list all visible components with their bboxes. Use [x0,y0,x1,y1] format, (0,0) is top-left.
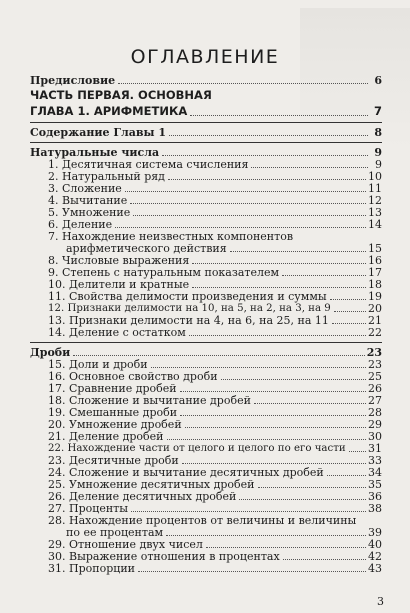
dot-leader [125,191,366,192]
dot-leader [167,439,366,440]
entry-text: 22. Нахождение части от целого и целого по его части [48,443,346,454]
toc-chapter-heading [30,103,382,119]
dot-leader [206,547,366,548]
page-title: ОГЛАВЛЕНИЕ [130,46,280,68]
entry-page: 23 [368,358,382,371]
entry-page: 12 [368,194,382,207]
entry-page: 29 [368,418,382,431]
dot-leader [133,215,366,216]
entry-text: 7. Нахождение неизвестных компонентов [48,230,294,243]
page-number: 3 [377,595,384,608]
dot-leader [180,391,366,392]
entry-page: 11 [368,182,382,195]
table-of-contents [30,75,382,575]
entry-page: 26 [368,382,382,395]
entry-text: ГЛАВА 1. АРИФМЕТИКА [30,104,188,118]
dot-leader [185,427,366,428]
dot-leader [182,463,366,464]
entry-page: 19 [368,290,382,303]
entry-text: 18. Сложение и вычитание дробей [48,394,251,407]
entry-page: 14 [368,218,382,231]
entry-page: 43 [368,562,382,575]
dot-leader [115,227,366,228]
entry-text: 4. Вычитание [48,194,128,207]
entry-text: 20. Умножение дробей [48,418,182,431]
entry-text: 16. Основное свойство дроби [48,370,218,383]
entry-text: 8. Числовые выражения [48,254,190,267]
entry-text: 17. Сравнение дробей [48,382,177,395]
entry-text: Предисловие [30,74,116,87]
toc-entry [30,291,382,303]
entry-text: 11. Свойства делимости произведения и суммы [48,290,327,303]
entry-page: 17 [368,266,382,279]
entry-text: 2. Натуральный ряд [48,170,165,183]
toc-entry [30,327,382,339]
dot-leader [162,155,368,156]
entry-text: Натуральные числа [30,146,160,159]
entry-page: 22 [368,326,382,339]
entry-page: 25 [368,370,382,383]
entry-page: 23 [366,346,382,359]
dot-leader [189,335,366,336]
entry-page: 42 [368,550,382,563]
entry-text: 5. Умножение [48,206,131,219]
entry-page: 36 [368,490,382,503]
entry-page: 34 [368,466,382,479]
entry-text: 10. Делители и кратные [48,278,190,291]
dot-leader [332,323,366,324]
entry-page: 13 [368,206,382,219]
toc-entry-contents [30,127,382,139]
entry-text: арифметического действия [66,242,227,255]
dot-leader [251,167,368,168]
dot-leader [190,115,368,116]
entry-text: 28. Нахождение процентов от величины и величины [48,514,357,527]
entry-page: 9 [375,158,382,171]
entry-text: 21. Деление дробей [48,430,164,443]
toc-part-heading [30,87,382,103]
entry-page: 35 [368,478,382,491]
dot-leader [283,559,366,560]
dot-leader [221,379,366,380]
dot-leader [166,535,366,536]
entry-page: 30 [368,430,382,443]
entry-text: 30. Выражение отношения в процентах [48,550,280,563]
divider-rule [30,122,382,123]
dot-leader [258,487,366,488]
entry-page: 15 [368,242,382,255]
entry-text: Содержание Главы 1 [30,126,167,139]
entry-text: 27. Проценты [48,502,129,515]
entry-text: 1. Десятичная система счисления [48,158,249,171]
entry-text: 23. Десятичные дроби [48,454,179,467]
entry-page: 21 [368,314,382,327]
dot-leader [131,511,366,512]
entry-page: 16 [368,254,382,267]
entry-text: 29. Отношение двух чисел [48,538,203,551]
toc-entry-preface [30,75,382,87]
entry-page: 28 [368,406,382,419]
entry-page: 39 [368,526,382,539]
entry-page: 10 [368,170,382,183]
entry-text: 25. Умножение десятичных дробей [48,478,255,491]
divider-rule [30,142,382,143]
entry-text: 3. Сложение [48,182,122,195]
dot-leader [192,263,366,264]
entry-page: 6 [374,74,382,87]
dot-leader [254,403,366,404]
dot-leader [130,203,366,204]
entry-page: 8 [374,126,382,139]
dot-leader [334,311,366,312]
dot-leader [169,135,368,136]
entry-page: 38 [368,502,382,515]
entry-text: по ее процентам [66,526,164,539]
entry-text: ЧАСТЬ ПЕРВАЯ. ОСНОВНАЯ [30,88,212,102]
entry-text: 15. Доли и дроби [48,358,148,371]
dot-leader [239,499,366,500]
entry-text: 19. Смешанные дроби [48,406,178,419]
entry-text: 31. Пропорции [48,562,135,575]
dot-leader [282,275,366,276]
entry-page: 27 [368,394,382,407]
entry-text: Дроби [30,346,71,359]
entry-text: 24. Сложение и вычитание десятичных дробей [48,466,324,479]
entry-page: 20 [368,302,382,315]
toc-entry [30,431,382,443]
dot-leader [73,355,364,356]
entry-page: 40 [368,538,382,551]
divider-rule [30,342,382,343]
dot-leader [349,451,366,452]
dot-leader [327,475,366,476]
dot-leader [118,83,368,84]
dot-leader [230,251,366,252]
dot-leader [151,367,366,368]
entry-page: 9 [374,146,382,159]
entry-text: 6. Деление [48,218,113,231]
entry-text: 26. Деление десятичных дробей [48,490,237,503]
entry-text: 13. Признаки делимости на 4, на 6, на 25, на 11 [48,314,329,327]
entry-page: 7 [373,104,382,118]
dot-leader [180,415,366,416]
entry-page: 18 [368,278,382,291]
entry-page: 33 [368,454,382,467]
dot-leader [330,299,366,300]
toc-entry [30,563,382,575]
dot-leader [168,179,366,180]
entry-page: 31 [368,442,382,455]
entry-text: 14. Деление с остатком [48,326,186,339]
dot-leader [138,571,366,572]
dot-leader [192,287,366,288]
entry-text: 9. Степень с натуральным показателем [48,266,280,279]
entry-text: 12. Признаки делимости на 10, на 5, на 2, на 3, на 9 [48,303,331,314]
